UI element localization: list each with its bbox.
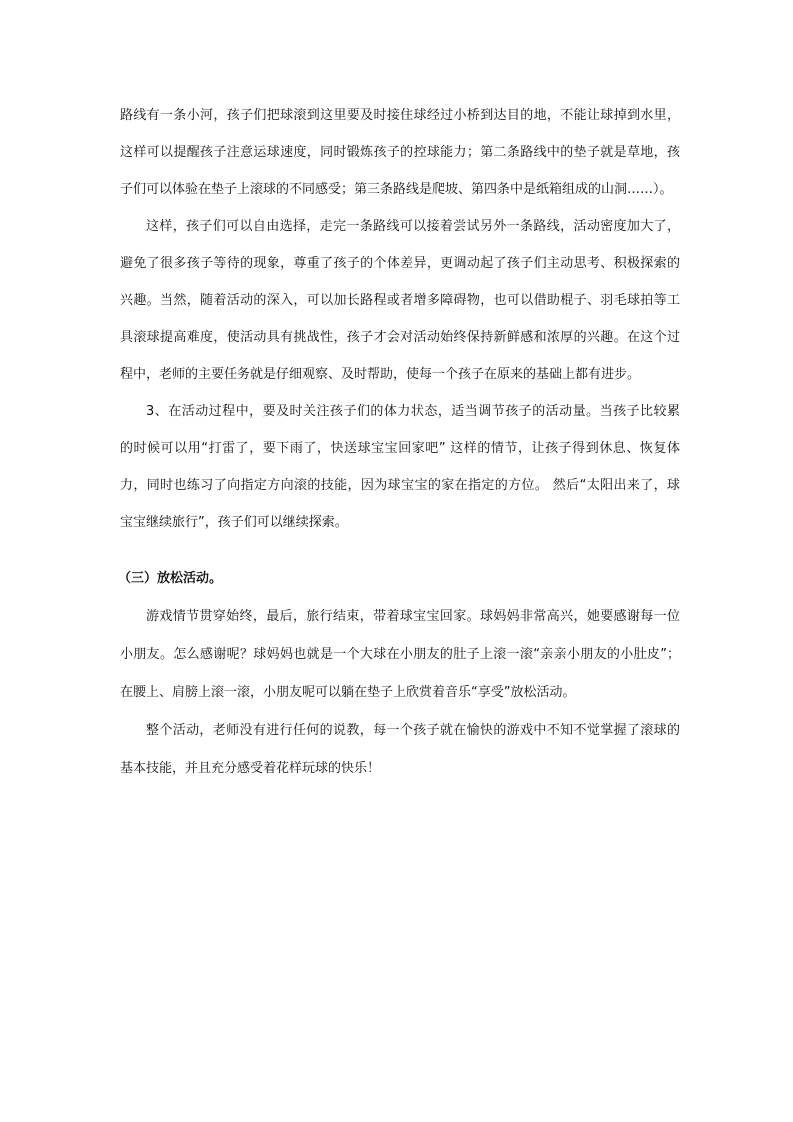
paragraph-line: 这样，孩子们可以自由选择，走完一条路线可以接着尝试另外一条路线，活动密度加大了， [146,219,680,234]
paragraph-line: 这样可以提醒孩子注意运球速度，同时锻炼孩子的控球能力；第二条路线中的垫子就是草地，孩 [120,145,680,160]
paragraph-line: 整个活动，老师没有进行任何的说教，每一个孩子就在愉快的游戏中不知不觉掌握了滚球的 [146,723,680,738]
paragraph-line: 基本技能，并且充分感受着花样玩球的快乐！ [120,761,381,776]
paragraph-line: 程中，老师的主要任务就是仔细观察、及时帮助，使每一个孩子在原来的基础上都有进步。 [120,367,641,382]
paragraph-line: 路线有一条小河，孩子们把球滚到这里要及时接住球经过小桥到达目的地，不能让球掉到水里， [120,108,680,123]
paragraph-line: 兴趣。当然，随着活动的深入，可以加长路程或者增多障碍物，也可以借助棍子、羽毛球拍等工 [120,293,680,308]
section-heading: （三）放松活动。 [118,571,223,586]
paragraph-line: 小朋友。怎么感谢呢？球妈妈也就是一个大球在小朋友的肚子上滚一滚“亲亲小朋友的小肚皮”； [120,647,680,662]
paragraph-line: 子们可以体验在垫子上滚球的不同感受；第三条路线是爬坡、第四条中是纸箱组成的山洞……）。 [120,182,673,197]
paragraph-line: 的时候可以用“打雷了，要下雨了，快送球宝宝回家吧” 这样的情节，让孩子得到休息、恢复体 [120,441,680,456]
paragraph-line: 力，同时也练习了向指定方向滚的技能，因为球宝宝的家在指定的方位。 然后“太阳出来了，球 [120,478,680,493]
paragraph-line: 游戏情节贯穿始终，最后，旅行结束，带着球宝宝回家。球妈妈非常高兴，她要感谢每一位 [146,609,680,624]
paragraph-line: 具滚球提高难度，使活动具有挑战性，孩子才会对活动始终保持新鲜感和浓厚的兴趣。在这个过 [120,330,680,345]
paragraph-line: 避免了很多孩子等待的现象，尊重了孩子的个体差异，更调动起了孩子们主动思考、积极探索的 [120,256,680,271]
paragraph-line: 宝宝继续旅行”，孩子们可以继续探索。 [120,515,348,530]
paragraph-line: 3、在活动过程中，要及时关注孩子们的体力状态，适当调节孩子的活动量。当孩子比较累 [146,404,680,419]
paragraph-line: 在腰上、肩膀上滚一滚，小朋友呢可以躺在垫子上欣赏着音乐“享受”放松活动。 [120,685,576,700]
